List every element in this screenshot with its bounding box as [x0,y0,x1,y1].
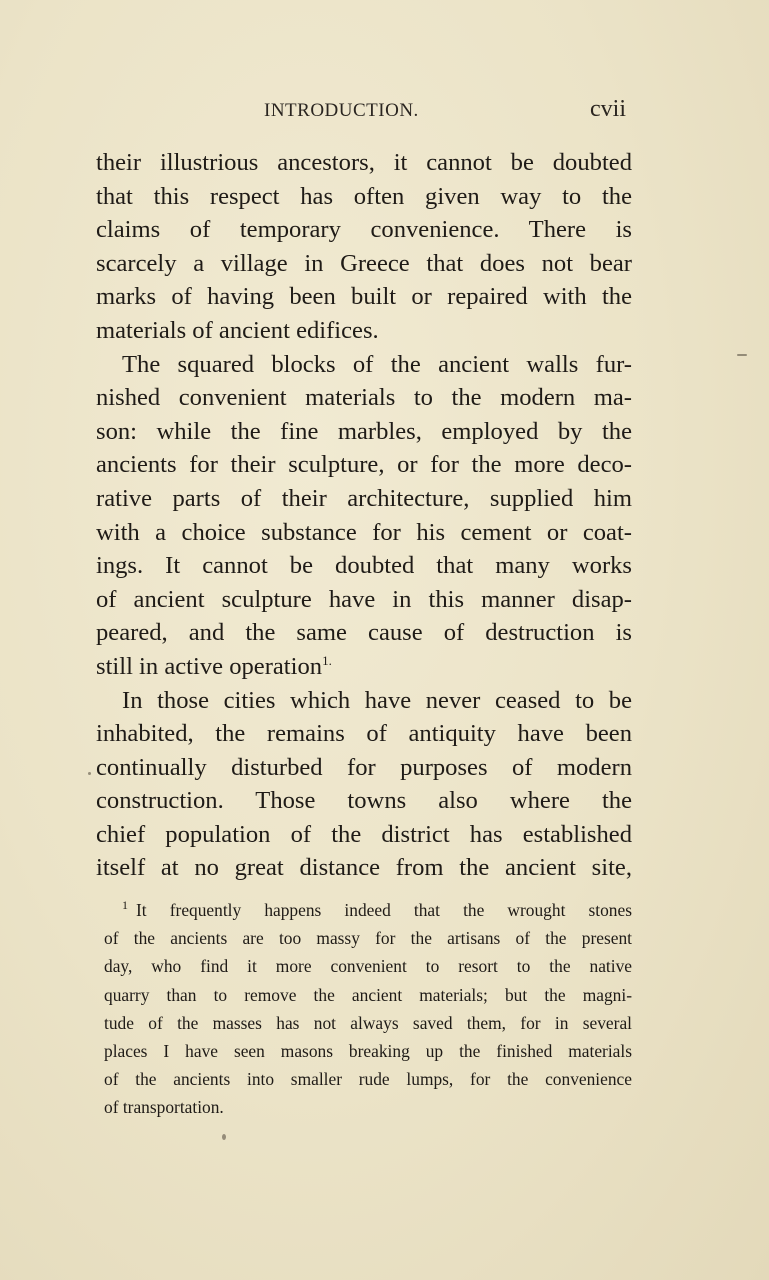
text-line: inhabited, the remains of antiquity have been [96,720,632,748]
text-line: itself at no great distance from the ancient site, [96,854,632,882]
text-line: that this respect has often given way to the [96,182,632,210]
footnote-line: quarry than to remove the ancient materials; but the magni- [104,984,632,1005]
text-line: chief population of the district has established [96,820,632,848]
text-line: of ancient sculpture have in this manner disap- [96,585,632,613]
text-line: rative parts of their architecture, supplied him [96,484,632,512]
footnote-line: of transportation. [104,1097,224,1118]
text-line: In those cities which have never ceased to be [122,686,632,714]
page-number: cvii [590,96,626,122]
text-line: The squared blocks of the ancient walls fur- [122,350,632,378]
paper-speck [88,772,91,775]
footnote-mark: 1 [122,898,128,913]
footnote [104,896,632,1122]
text-line: ings. It cannot be doubted that many works [96,552,632,580]
text-line: marks of having been built or repaired with the [96,283,632,311]
running-title: INTRODUCTION. [264,100,419,121]
body-text [96,146,632,885]
footnote-line: It frequently happens indeed that the wrought stones [136,900,632,920]
text-line: with a choice substance for his cement or coat- [96,518,632,546]
text-line: ancients for their sculpture, or for the more deco- [96,451,632,479]
text-line: their illustrious ancestors, it cannot be doubted [96,149,632,176]
footnote-reference[interactable]: 1. [322,652,332,668]
text-line: continually disturbed for purposes of modern [96,753,632,781]
text-line: son: while the fine marbles, employed by the [96,417,632,445]
footnote-line-with-mark [104,896,632,924]
text-line: peared, and the same cause of destruction is [96,619,632,647]
footnote-line: tude of the masses has not always saved them, for in several [104,1012,632,1033]
text-line: scarcely a village in Greece that does not bear [96,249,632,277]
paper-speck [737,354,747,356]
text-line: nished convenient materials to the modern ma- [96,384,632,412]
paper-speck [222,1134,226,1140]
footnote-line: of the ancients are too massy for the artisans of the present [104,928,632,949]
text-line-with-footnote [96,650,632,684]
text-line: claims of temporary convenience. There is [96,216,632,244]
footnote-line: of the ancients into smaller rude lumps, for the convenience [104,1069,632,1090]
text-line: materials of ancient edifices. [96,316,379,344]
footnote-line: day, who find it more convenient to resort to the native [104,956,632,977]
text-line: still in active operation [96,652,323,680]
page-header [96,96,626,130]
text-line: construction. Those towns also where the [96,787,632,815]
footnote-line: places I have seen masons breaking up the finished materials [104,1041,632,1062]
